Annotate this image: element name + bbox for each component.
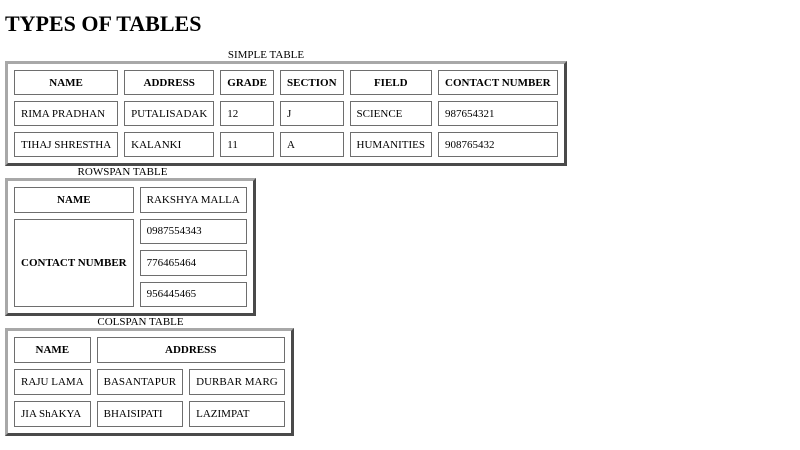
colspan-table <box>5 328 294 436</box>
table-cell: SCIENCE <box>350 101 432 126</box>
table-cell: J <box>280 101 344 126</box>
table-header-row <box>14 337 285 363</box>
header-cell: NAME <box>14 70 118 95</box>
table-cell: HUMANITIES <box>350 132 432 157</box>
header-cell: SECTION <box>280 70 344 95</box>
simple-table <box>5 61 567 166</box>
table-row <box>14 369 285 395</box>
table-cell: JIA ShAKYA <box>14 401 91 427</box>
table-cell: 908765432 <box>438 132 558 157</box>
header-cell: NAME <box>14 187 134 213</box>
table-cell: RIMA PRADHAN <box>14 101 118 126</box>
table-cell: BASANTAPUR <box>97 369 183 395</box>
rowspan-table <box>5 178 256 316</box>
table-cell: 12 <box>220 101 274 126</box>
simple-table-caption: SIMPLE TABLE <box>227 49 305 61</box>
table-cell: 987654321 <box>438 101 558 126</box>
table-cell: RAJU LAMA <box>14 369 91 395</box>
table-row <box>14 401 285 427</box>
header-cell: FIELD <box>350 70 432 95</box>
page-heading: TYPES OF TABLES <box>5 11 202 36</box>
header-cell: CONTACT NUMBER <box>438 70 558 95</box>
table-header-row <box>14 70 558 95</box>
table-cell: RAKSHYA MALLA <box>140 187 247 213</box>
table-cell: 0987554343 <box>140 219 247 245</box>
table-cell: KALANKI <box>124 132 214 157</box>
table-row <box>14 132 558 157</box>
table-cell: DURBAR MARG <box>189 369 285 395</box>
header-cell: NAME <box>14 337 91 363</box>
rowspan-table-caption: ROWSPAN TABLE <box>77 166 168 178</box>
table-cell: BHAISIPATI <box>97 401 183 427</box>
table-row <box>14 187 247 213</box>
header-cell: ADDRESS <box>124 70 214 95</box>
table-cell: 11 <box>220 132 274 157</box>
table-row <box>14 219 247 245</box>
table-cell: LAZIMPAT <box>189 401 285 427</box>
header-cell-rowspan: CONTACT NUMBER <box>14 219 134 308</box>
table-cell: TIHAJ SHRESTHA <box>14 132 118 157</box>
table-cell: A <box>280 132 344 157</box>
header-cell-colspan: ADDRESS <box>97 337 285 363</box>
table-cell: 776465464 <box>140 250 247 276</box>
table-cell: PUTALISADAK <box>124 101 214 126</box>
header-cell: GRADE <box>220 70 274 95</box>
table-cell: 956445465 <box>140 282 247 308</box>
colspan-table-caption: COLSPAN TABLE <box>97 316 184 328</box>
table-row <box>14 101 558 126</box>
